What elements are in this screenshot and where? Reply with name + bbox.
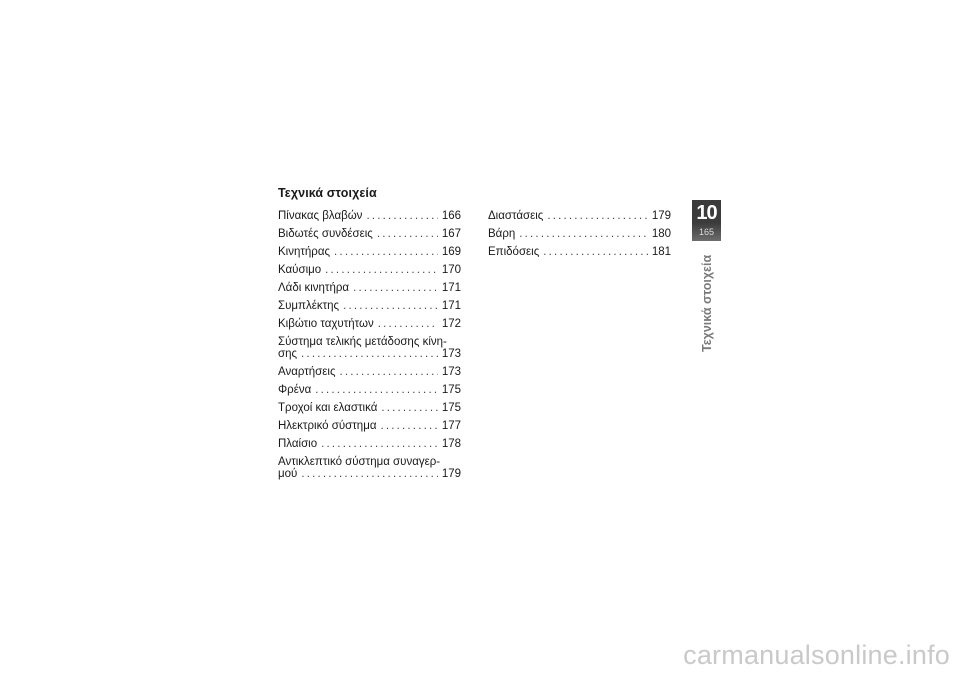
toc-item-page: 175: [441, 402, 461, 414]
leader-dots: [380, 420, 437, 432]
toc-item-label: μού: [278, 468, 298, 480]
toc-item-label: Τροχοί και ελαστικά: [278, 402, 378, 414]
toc-item-label: Φρένα: [278, 384, 312, 396]
toc-item-label: Αναρτήσεις: [278, 366, 336, 378]
leader-dots: [381, 402, 437, 414]
toc-item-page: 173: [441, 348, 461, 360]
leader-dots: [378, 318, 438, 330]
toc-item-label: Λάδι κινητήρα: [278, 282, 350, 294]
leader-dots: [353, 282, 438, 294]
toc-item-label: Πίνακας βλαβών: [278, 210, 363, 222]
toc-item-label: Επιδόσεις: [488, 246, 540, 258]
toc-item-page: 178: [441, 438, 461, 450]
chapter-number: 10: [696, 202, 717, 224]
leader-dots: [366, 210, 437, 222]
leader-dots: [325, 264, 438, 276]
leader-dots: [377, 228, 438, 240]
toc-item[interactable]: [488, 210, 671, 222]
toc-item-page: 181: [651, 246, 671, 258]
toc-right-column: [488, 210, 671, 264]
side-chapter-title: Τεχνικά στοιχεία: [700, 254, 714, 352]
toc-item-page: 173: [441, 366, 461, 378]
toc-item[interactable]: [278, 402, 461, 414]
toc-item[interactable]: [278, 384, 461, 396]
toc-item-page: 169: [441, 246, 461, 258]
toc-item-label: Βιδωτές συνδέσεις: [278, 228, 373, 240]
toc-item-label: Κινητήρας: [278, 246, 331, 258]
toc-item[interactable]: [278, 282, 461, 294]
toc-item-label: Διαστάσεις: [488, 210, 544, 222]
toc-item[interactable]: [488, 228, 671, 240]
toc-item[interactable]: [488, 246, 671, 258]
toc-item-label-line1: Σύστημα τελικής μετάδοσης κίνη-: [278, 336, 447, 348]
toc-item[interactable]: [278, 228, 461, 240]
watermark: carmanualsonline.info: [683, 640, 950, 670]
toc-item-page: 177: [441, 420, 461, 432]
toc-item[interactable]: [278, 210, 461, 222]
leader-dots: [315, 384, 438, 396]
toc-item-page: 172: [441, 318, 461, 330]
toc-item[interactable]: [278, 438, 461, 450]
toc-item-page: 175: [441, 384, 461, 396]
chapter-tab[interactable]: [692, 200, 721, 241]
toc-left-column: [278, 210, 461, 486]
page-title: Τεχνικά στοιχεία: [278, 186, 377, 200]
toc-item-page: 167: [441, 228, 461, 240]
toc-item[interactable]: [278, 420, 461, 432]
toc-item[interactable]: [278, 318, 461, 330]
page-number: 165: [698, 227, 715, 237]
toc-item-page: 166: [441, 210, 461, 222]
toc-item-label: Βάρη: [488, 228, 516, 240]
toc-item[interactable]: [278, 366, 461, 378]
toc-item-label: σης: [278, 348, 298, 360]
toc-item-label: Κιβώτιο ταχυτήτων: [278, 318, 374, 330]
toc-item-page: 180: [651, 228, 671, 240]
toc-item-page: 171: [441, 282, 461, 294]
toc-item-label: Καύσιμο: [278, 264, 322, 276]
leader-dots: [334, 246, 438, 258]
toc-item[interactable]: [278, 300, 461, 312]
toc-item[interactable]: [278, 456, 461, 480]
leader-dots: [321, 438, 438, 450]
toc-item-page: 171: [441, 300, 461, 312]
toc-item[interactable]: [278, 336, 461, 360]
leader-dots: [301, 468, 438, 480]
leader-dots: [543, 246, 648, 258]
toc-item[interactable]: [278, 264, 461, 276]
leader-dots: [547, 210, 647, 222]
leader-dots: [340, 366, 438, 378]
toc-item-label-line1: Αντικλεπτικό σύστημα συναγερ-: [278, 456, 441, 468]
leader-dots: [343, 300, 438, 312]
leader-dots: [519, 228, 648, 240]
toc-item-page: 179: [651, 210, 671, 222]
leader-dots: [301, 348, 438, 360]
toc-item-label: Πλαίσιο: [278, 438, 318, 450]
toc-item-page: 170: [441, 264, 461, 276]
toc-item[interactable]: [278, 246, 461, 258]
toc-item-label: Συμπλέκτης: [278, 300, 340, 312]
toc-item-page: 179: [441, 468, 461, 480]
toc-item-label: Ηλεκτρικό σύστημα: [278, 420, 377, 432]
